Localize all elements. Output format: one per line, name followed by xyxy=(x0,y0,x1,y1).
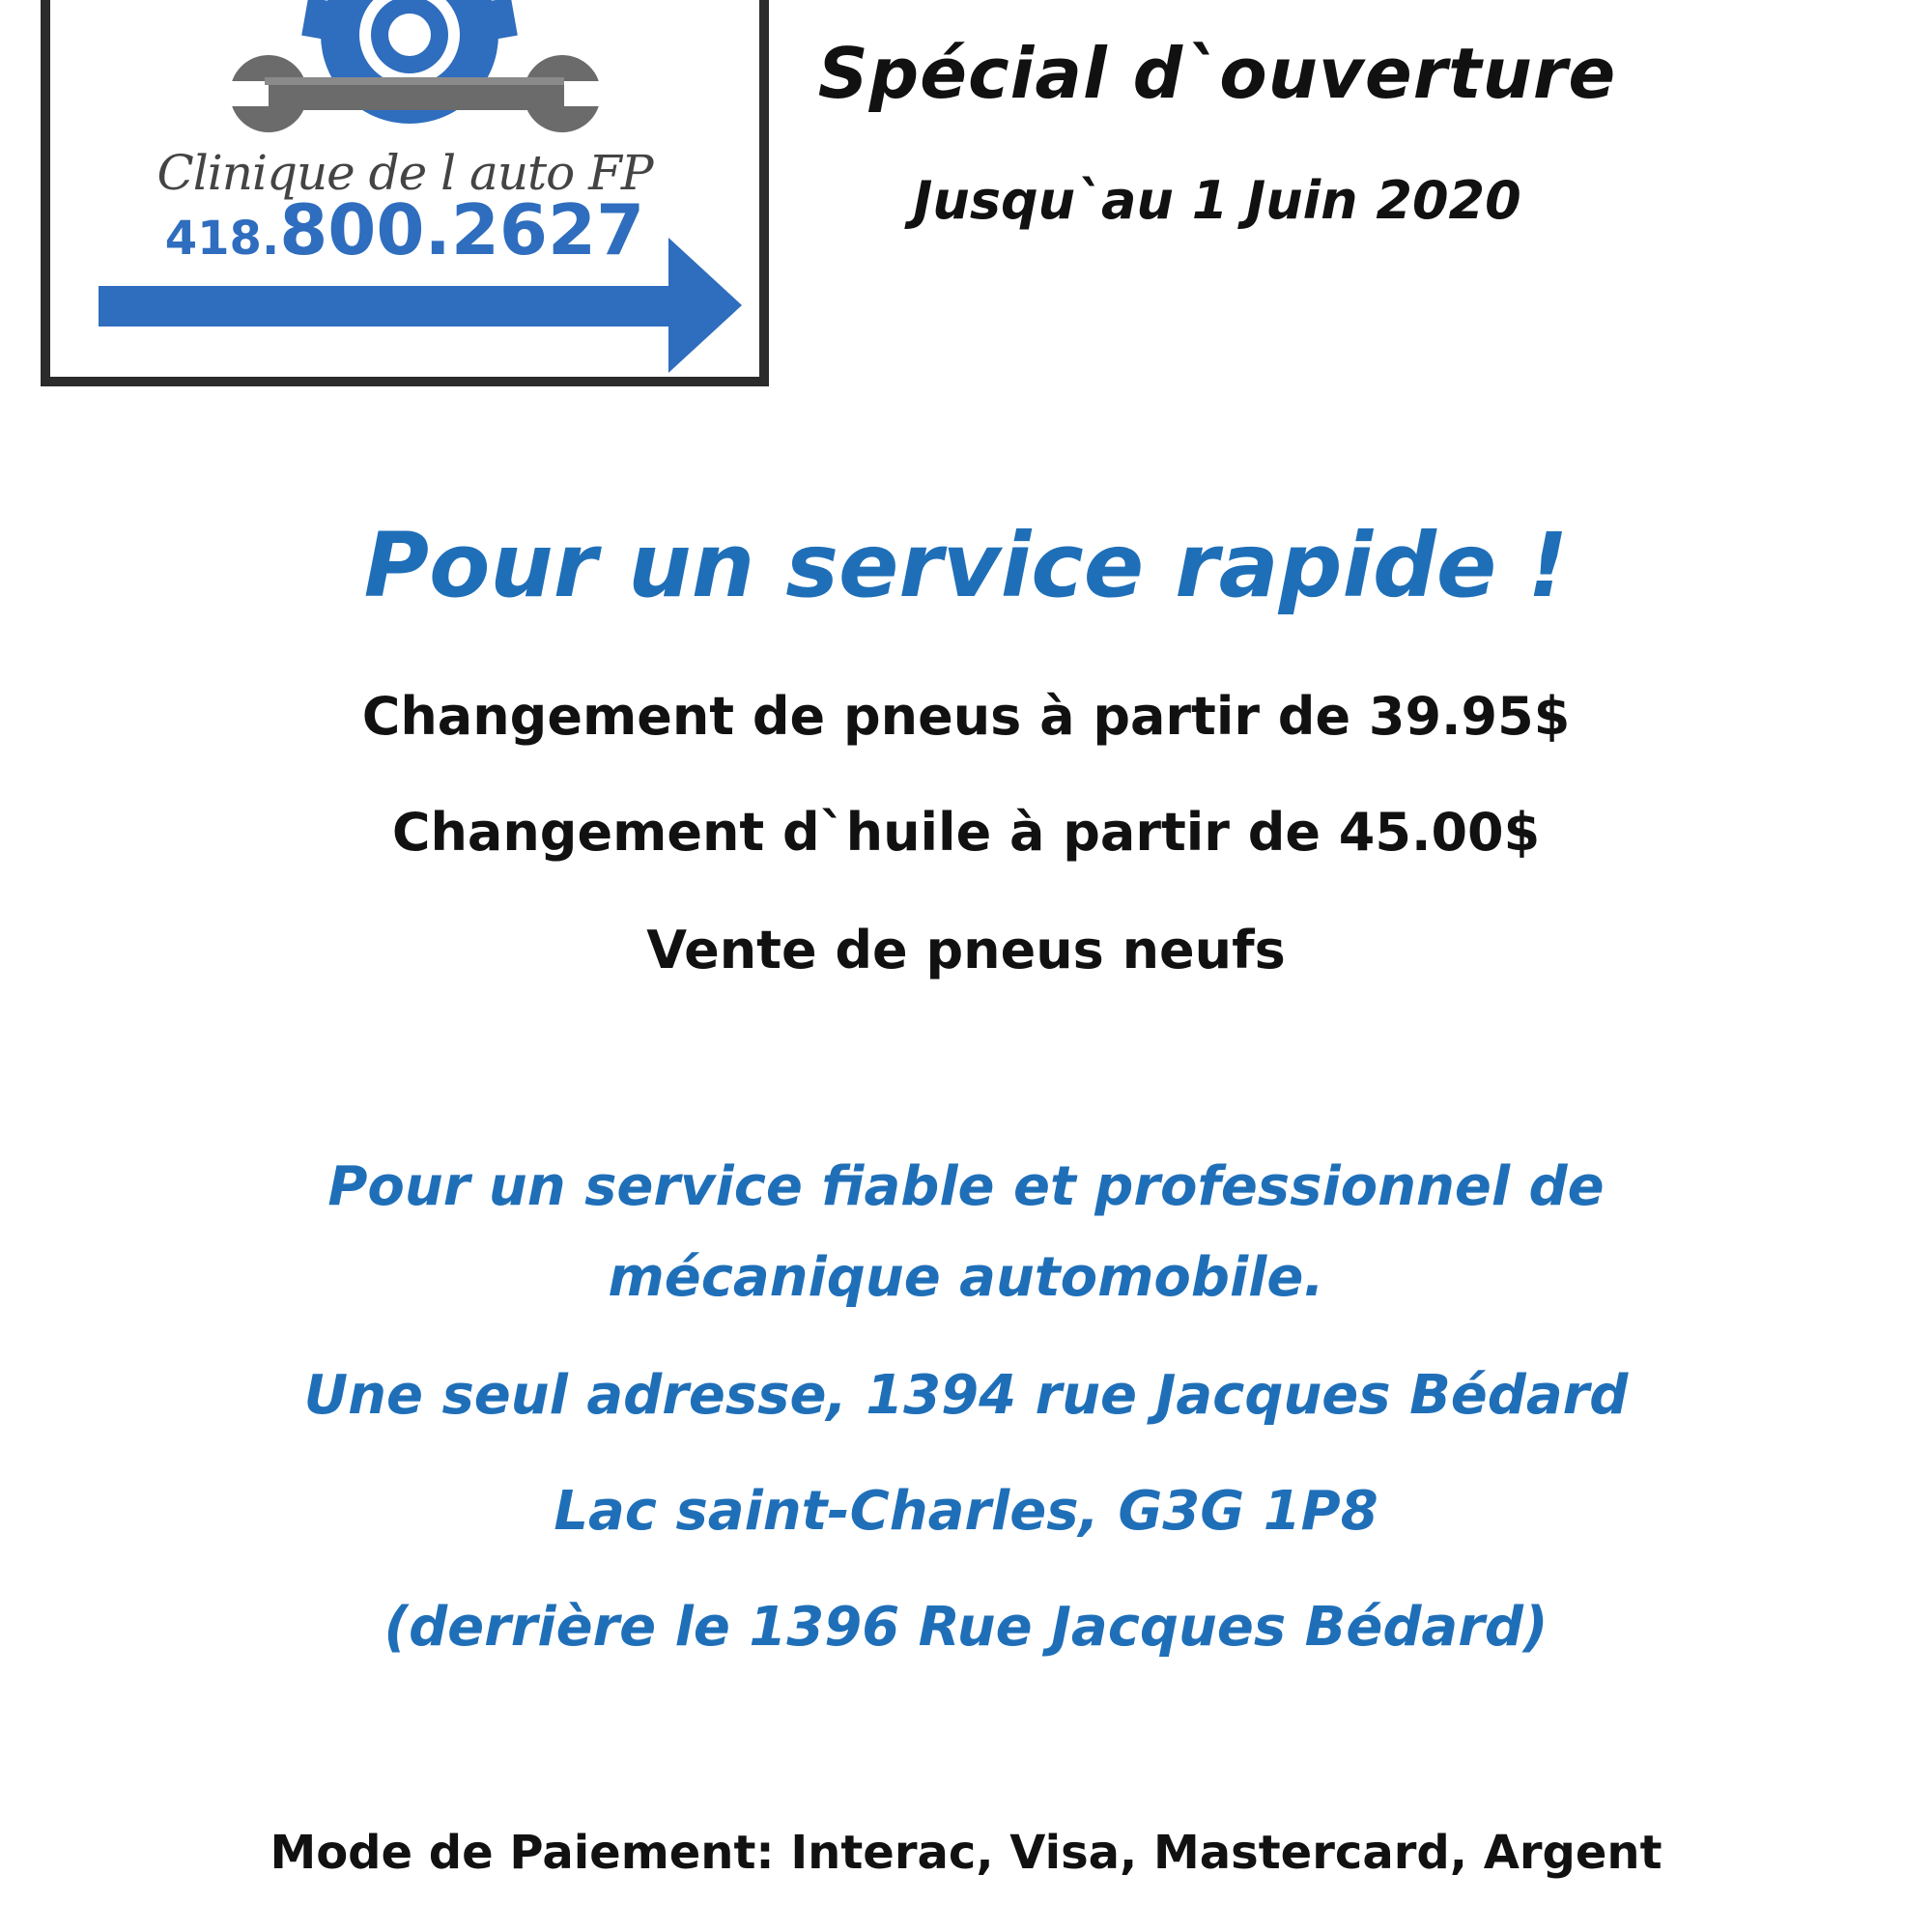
address-note: (derrière le 1396 Rue Jacques Bédard) xyxy=(384,1596,1548,1659)
service-item: Changement de pneus à partir de 39.95$ xyxy=(361,686,1571,747)
logo-business-name: Clinique de l auto FP xyxy=(156,145,653,201)
headline: Pour un service rapide ! xyxy=(363,514,1569,617)
special-title: Spécial d`ouverture xyxy=(817,33,1617,114)
special-date: Jusqu`au 1 Juin 2020 xyxy=(913,170,1521,231)
tagline-line-2: mécanique automobile. xyxy=(608,1246,1324,1309)
service-item: Vente de pneus neufs xyxy=(646,920,1286,980)
tagline-line-1: Pour un service fiable et professionnel de xyxy=(327,1155,1605,1218)
address-line-2: Lac saint-Charles, G3G 1P8 xyxy=(554,1480,1378,1543)
phone-main-number: 800.2627 xyxy=(279,189,645,270)
service-item: Changement d`huile à partir de 45.00$ xyxy=(391,802,1541,863)
phone-area-code: 418. xyxy=(164,212,280,266)
address-line-1: Une seul adresse, 1394 rue Jacques Bédard xyxy=(303,1364,1629,1427)
logo-phone-number xyxy=(50,189,759,270)
payment-methods: Mode de Paiement: Interac, Visa, Mastercard, Argent xyxy=(270,1826,1662,1880)
logo-box xyxy=(41,0,769,386)
